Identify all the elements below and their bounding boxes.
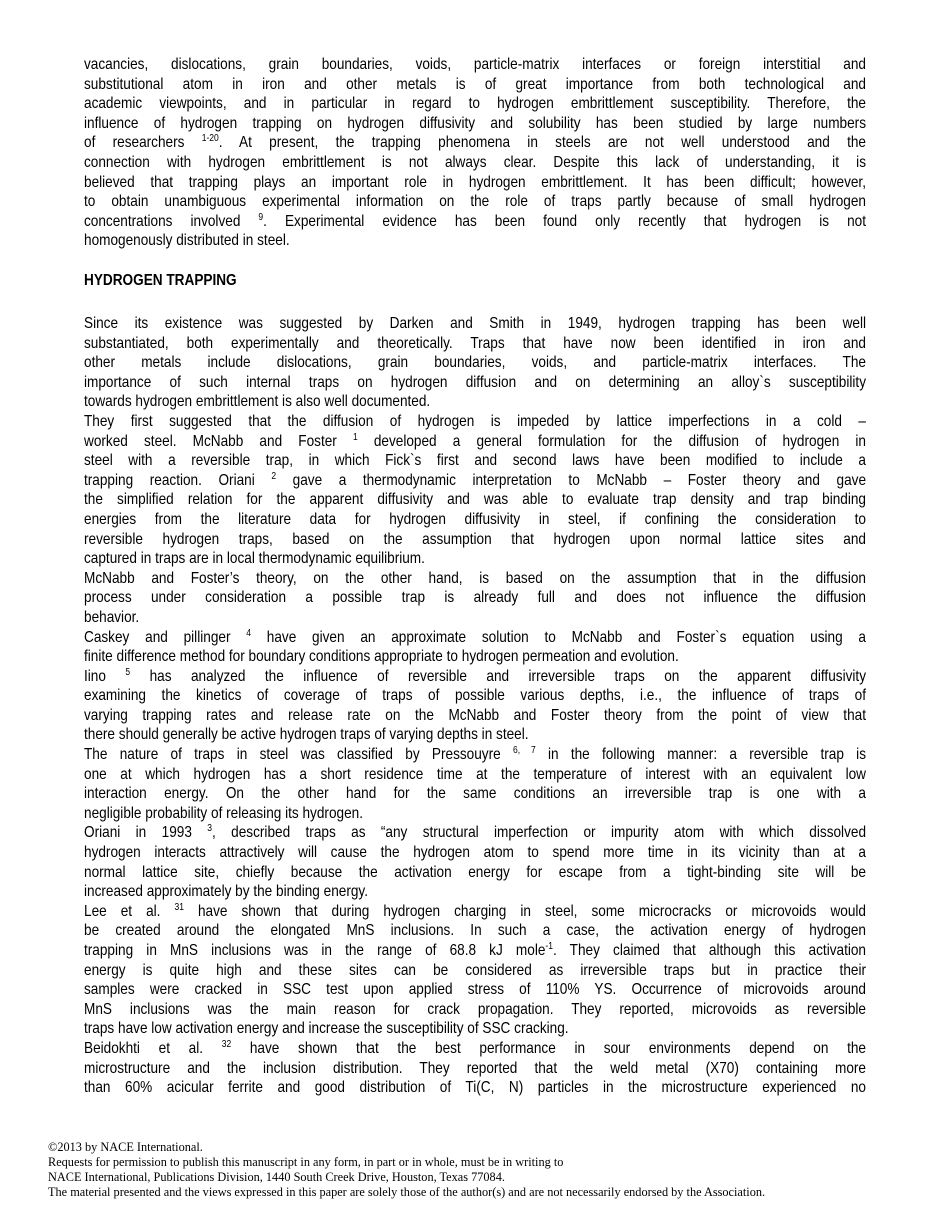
text-segment: reversible hydrogen traps, based on the assumption that hydrogen upon normal lattice sites and (84, 530, 866, 548)
text-line (84, 353, 866, 373)
text-segment: substantiated, both experimentally and theoretically. Traps that have now been identified in iron and (84, 334, 866, 352)
text-line (84, 921, 866, 941)
text-segment: connection with hydrogen embrittlement is not always clear. Despite this lack of understanding, it is (84, 153, 866, 171)
text-segment: one at which hydrogen has a short residence time at the temperature of interest with an equivalent low (84, 765, 866, 783)
text-segment: interaction energy. On the other hand for the same conditions an irreversible trap is one with a (84, 785, 866, 803)
text-segment: hydrogen interacts attractively will cause the hydrogen atom to spend more time in its vicinity than at a (84, 844, 866, 862)
citation-superscript: 3 (207, 823, 213, 835)
text-segment: microstructure and the inclusion distribution. They reported that the weld metal (X70) containing more (84, 1059, 866, 1077)
text-segment: , described traps as “any structural imperfection or impurity atom with which dissolved (212, 824, 867, 842)
text-segment: energies from the literature data for hydrogen diffusivity in steel, if confining the consideration to (84, 510, 866, 528)
footer-line: ©2013 by NACE International. (48, 1140, 203, 1154)
text-segment: believed that trapping plays an important role in hydrogen embrittlement. It has been difficult; however, (84, 173, 866, 191)
text-line (84, 588, 866, 608)
text-segment: traps have low activation energy and increase the susceptibility of SSC cracking. (84, 1020, 569, 1038)
text-line (84, 843, 866, 863)
text-line (84, 784, 866, 804)
text-line (84, 55, 866, 75)
text-line (84, 510, 866, 530)
text-segment: . They claimed that although this activation (552, 942, 867, 959)
text-line (84, 334, 866, 354)
text-line (84, 647, 866, 667)
citation-superscript: 9 (258, 211, 264, 223)
text-line (84, 823, 866, 843)
citation-superscript: 1-20 (201, 133, 219, 145)
text-line (84, 1019, 866, 1039)
citation-superscript: -1 (545, 941, 553, 952)
text-segment: trapping in MnS inclusions was in the range of 68.8 kJ mole (84, 942, 546, 959)
text-line (84, 980, 866, 1000)
citation-superscript: 5 (125, 666, 131, 678)
text-segment: energy is quite high and these sites can be considered as irreversible traps but in practice their (84, 961, 866, 979)
copyright-footer (48, 1140, 765, 1200)
citation-superscript: 32 (221, 1038, 232, 1050)
text-line (84, 608, 866, 628)
text-segment: vacancies, dislocations, grain boundaries, voids, particle-matrix interfaces or foreign interstitial and (84, 56, 866, 73)
text-segment: Caskey and pillinger (84, 628, 247, 646)
text-segment: They first suggested that the diffusion of hydrogen is impeded by lattice imperfections in a cold – (84, 412, 866, 430)
text-segment: have given an approximate solution to McNabb and Foster`s equation using a (250, 628, 866, 646)
text-segment: have shown that the best performance in sour environments depend on the (231, 1039, 867, 1057)
text-line (84, 231, 866, 251)
text-line (84, 1078, 866, 1098)
footer-line: The material presented and the views expressed in this paper are solely those of the author(s) and are not necessarily endorsed by the Association. (48, 1185, 766, 1199)
text-line (84, 863, 866, 883)
text-line (84, 451, 866, 471)
text-segment: there should generally be active hydrogen traps of varying depths in steel. (84, 726, 529, 744)
text-segment: McNabb and Foster’s theory, on the other hand, is based on the assumption that in the diffusion (84, 569, 866, 587)
text-line (84, 392, 866, 412)
text-segment: Oriani in 1993 (84, 824, 208, 842)
text-line (84, 173, 866, 193)
text-segment: has analyzed the influence of reversible and irreversible traps on the apparent diffusivity (130, 667, 866, 685)
text-line (84, 490, 866, 510)
text-segment: importance of such internal traps on hydrogen diffusion and on determining an alloy`s susceptibility (84, 373, 866, 391)
citation-superscript: 2 (271, 470, 277, 482)
text-segment: in the following manner: a reversible trap is (535, 746, 867, 764)
text-segment: trapping reaction. Oriani (84, 471, 272, 489)
text-line (84, 75, 866, 95)
text-line (84, 686, 866, 706)
text-segment: process under consideration a possible trap is already full and does not influence the diffusion (84, 589, 866, 607)
text-segment: Lee et al. (84, 902, 175, 920)
text-segment: finite difference method for boundary conditions appropriate to hydrogen permeation and evolution. (84, 648, 679, 666)
citation-superscript: 1 (352, 431, 358, 443)
text-segment: steel with a reversible trap, in which Fick`s first and second laws have been modified to include a (84, 452, 866, 470)
text-line (84, 628, 866, 648)
citation-superscript: 4 (246, 627, 251, 639)
text-segment: Iino (84, 667, 126, 685)
intro-paragraph (84, 55, 866, 251)
text-segment: examining the kinetics of coverage of traps of possible various depths, i.e., the influence of traps of (84, 687, 866, 705)
text-line (84, 745, 866, 765)
text-line (84, 94, 866, 114)
text-segment: to obtain unambiguous experimental information on the role of traps partly because of small hydrogen (84, 193, 866, 211)
text-segment: of researchers (84, 134, 202, 152)
text-line (84, 114, 866, 134)
text-line (84, 1039, 866, 1059)
citation-superscript: 6, 7 (512, 745, 536, 757)
text-line (84, 902, 866, 922)
text-segment: towards hydrogen embrittlement is also well documented. (84, 393, 431, 411)
text-segment: varying trapping rates and release rate on the McNabb and Foster theory from the point of view that (84, 706, 866, 724)
text-line (84, 706, 866, 726)
text-line (84, 549, 866, 569)
text-line (84, 133, 866, 153)
text-segment: substitutional atom in iron and other metals is of great importance from both technological and (84, 75, 866, 93)
text-line (84, 412, 866, 432)
text-segment: have shown that during hydrogen charging in steel, some microcracks or microvoids would (183, 902, 866, 920)
text-segment: Since its existence was suggested by Darken and Smith in 1949, hydrogen trapping has been well (84, 315, 866, 332)
text-line (84, 569, 866, 589)
section-body (84, 314, 866, 1098)
text-segment: negligible probability of releasing its hydrogen. (84, 804, 363, 822)
text-segment: the simplified relation for the apparent diffusivity and was able to evaluate trap density and trap binding (84, 491, 866, 509)
text-line (84, 192, 866, 212)
text-segment: than 60% acicular ferrite and good distribution of Ti(C, N) particles in the microstructure experienced no (84, 1079, 866, 1097)
text-line (84, 804, 866, 824)
text-segment: . Experimental evidence has been found only recently that hydrogen is not (263, 212, 867, 230)
text-segment: . At present, the trapping phenomena in steels are not well understood and the (218, 134, 867, 152)
text-line (84, 153, 866, 173)
footer-line: Requests for permission to publish this manuscript in any form, in part or in whole, must be in writing to (48, 1155, 564, 1169)
text-segment: behavior. (84, 608, 140, 626)
text-segment: be created around the elongated MnS inclusions. In such a case, the activation energy of hydrogen (84, 922, 866, 940)
citation-superscript: 31 (174, 901, 184, 913)
text-segment: MnS inclusions was the main reason for crack propagation. They reported, microvoids as reversible (84, 1000, 866, 1018)
text-line (84, 432, 866, 452)
text-segment: normal lattice site, chiefly because the activation energy for escape from a tight-binding site will be (84, 863, 866, 881)
text-segment: academic viewpoints, and in particular in regard to hydrogen embrittlement susceptibility. Therefore, the (84, 95, 866, 113)
text-segment: concentrations involved (84, 212, 259, 230)
text-segment: gave a thermodynamic interpretation to McNabb – Foster theory and gave (276, 471, 867, 489)
text-line (84, 725, 866, 745)
text-line (84, 667, 866, 687)
text-line (84, 314, 866, 334)
text-line (84, 1059, 866, 1079)
text-line (84, 530, 866, 550)
text-line (84, 882, 866, 902)
text-line (84, 1000, 866, 1020)
text-line (84, 765, 866, 785)
text-line (84, 373, 866, 393)
text-segment: homogenously distributed in steel. (84, 232, 290, 250)
text-segment: worked steel. McNabb and Foster (84, 432, 353, 450)
section-heading: HYDROGEN TRAPPING (84, 272, 237, 289)
text-line (84, 212, 866, 232)
text-segment: developed a general formulation for the diffusion of hydrogen in (357, 432, 866, 450)
text-line (84, 471, 866, 491)
text-segment: The nature of traps in steel was classified by Pressouyre (84, 746, 513, 764)
text-segment: other metals include dislocations, grain boundaries, voids, and particle-matrix interfaces. The (84, 354, 866, 372)
text-segment: Beidokhti et al. (84, 1039, 222, 1057)
footer-line: NACE International, Publications Division, 1440 South Creek Drive, Houston, Texas 77084. (48, 1170, 505, 1184)
text-segment: influence of hydrogen trapping on hydrogen diffusivity and solubility has been studied by large numbers (84, 114, 866, 132)
text-segment: increased approximately by the binding energy. (84, 883, 369, 901)
text-segment: captured in traps are in local thermodynamic equilibrium. (84, 550, 425, 568)
text-line (84, 941, 866, 961)
text-segment: samples were cracked in SSC test upon applied stress of 110% YS. Occurrence of microvoids around (84, 981, 866, 999)
text-line (84, 961, 866, 981)
